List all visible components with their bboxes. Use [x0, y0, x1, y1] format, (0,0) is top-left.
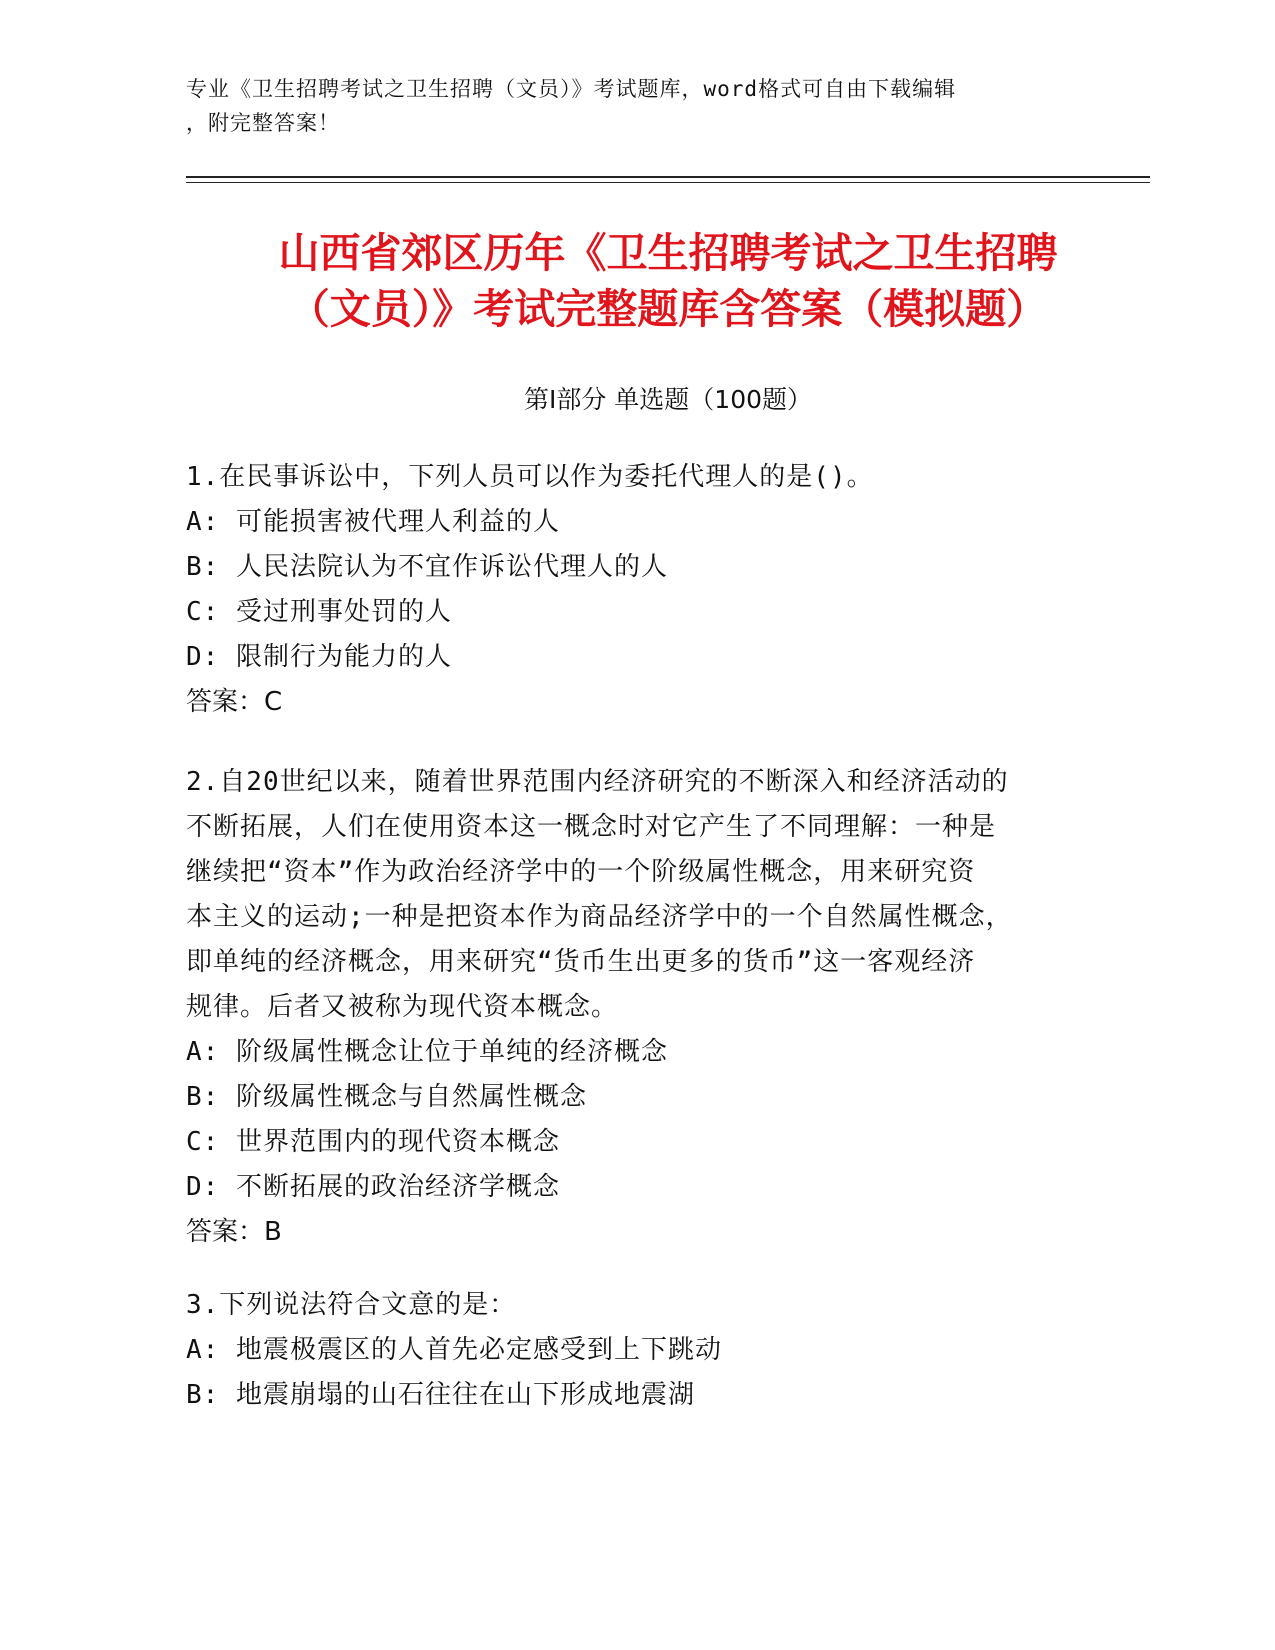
question-2-option-a: A: 阶级属性概念让位于单纯的经济概念 [186, 1037, 668, 1067]
question-1-option-d: D: 限制行为能力的人 [186, 642, 452, 672]
question-1-option-a: A: 可能损害被代理人利益的人 [186, 507, 560, 537]
document-title [186, 225, 1150, 337]
question-2-option-b: B: 阶级属性概念与自然属性概念 [186, 1082, 587, 1112]
question-2-option-d: D: 不断拓展的政治经济学概念 [186, 1172, 560, 1202]
question-2-stem-line-4: 本主义的运动;一种是把资本作为商品经济学中的一个自然属性概念， [186, 902, 1013, 932]
header-divider-thin [186, 182, 1150, 183]
question-1-stem: 1.在民事诉讼中，下列人员可以作为委托代理人的是()。 [186, 462, 874, 492]
header-divider-thick [186, 176, 1150, 178]
question-1-option-c: C: 受过刑事处罚的人 [186, 597, 452, 627]
question-3-option-b: B: 地震崩塌的山石往往在山下形成地震湖 [186, 1380, 695, 1410]
document-title-line-2: （文员）》考试完整题库含答案（模拟题） [288, 285, 1048, 333]
header-note [186, 72, 1086, 140]
question-2-stem-line-5: 即单纯的经济概念，用来研究“货币生出更多的货币”这一客观经济 [186, 947, 976, 977]
question-1 [186, 455, 1086, 725]
question-1-answer: 答案：C [186, 687, 283, 717]
question-2-stem-line-1: 2.自20世纪以来，随着世界范围内经济研究的不断深入和经济活动的 [186, 767, 1009, 797]
header-note-line-2: ，附完整答案！ [186, 111, 340, 135]
document-title-line-1: 山西省郊区历年《卫生招聘考试之卫生招聘 [278, 229, 1058, 277]
question-3-option-a: A: 地震极震区的人首先必定感受到上下跳动 [186, 1335, 722, 1365]
question-2 [186, 760, 1086, 1255]
question-2-answer: 答案：B [186, 1217, 282, 1247]
question-3 [186, 1283, 1086, 1418]
question-2-stem-line-3: 继续把“资本”作为政治经济学中的一个阶级属性概念，用来研究资 [186, 857, 976, 887]
question-2-stem-line-6: 规律。后者又被称为现代资本概念。 [186, 992, 619, 1022]
header-note-line-1: 专业《卫生招聘考试之卫生招聘（文员）》考试题库，word格式可自由下载编辑 [186, 77, 957, 101]
question-3-stem: 3.下列说法符合文意的是： [186, 1290, 517, 1320]
question-2-option-c: C: 世界范围内的现代资本概念 [186, 1127, 560, 1157]
question-2-stem-line-2: 不断拓展，人们在使用资本这一概念时对它产生了不同理解：一种是 [186, 812, 997, 842]
question-1-option-b: B: 人民法院认为不宜作诉讼代理人的人 [186, 552, 668, 582]
section-heading: 第Ⅰ部分 单选题（100题） [523, 385, 813, 414]
